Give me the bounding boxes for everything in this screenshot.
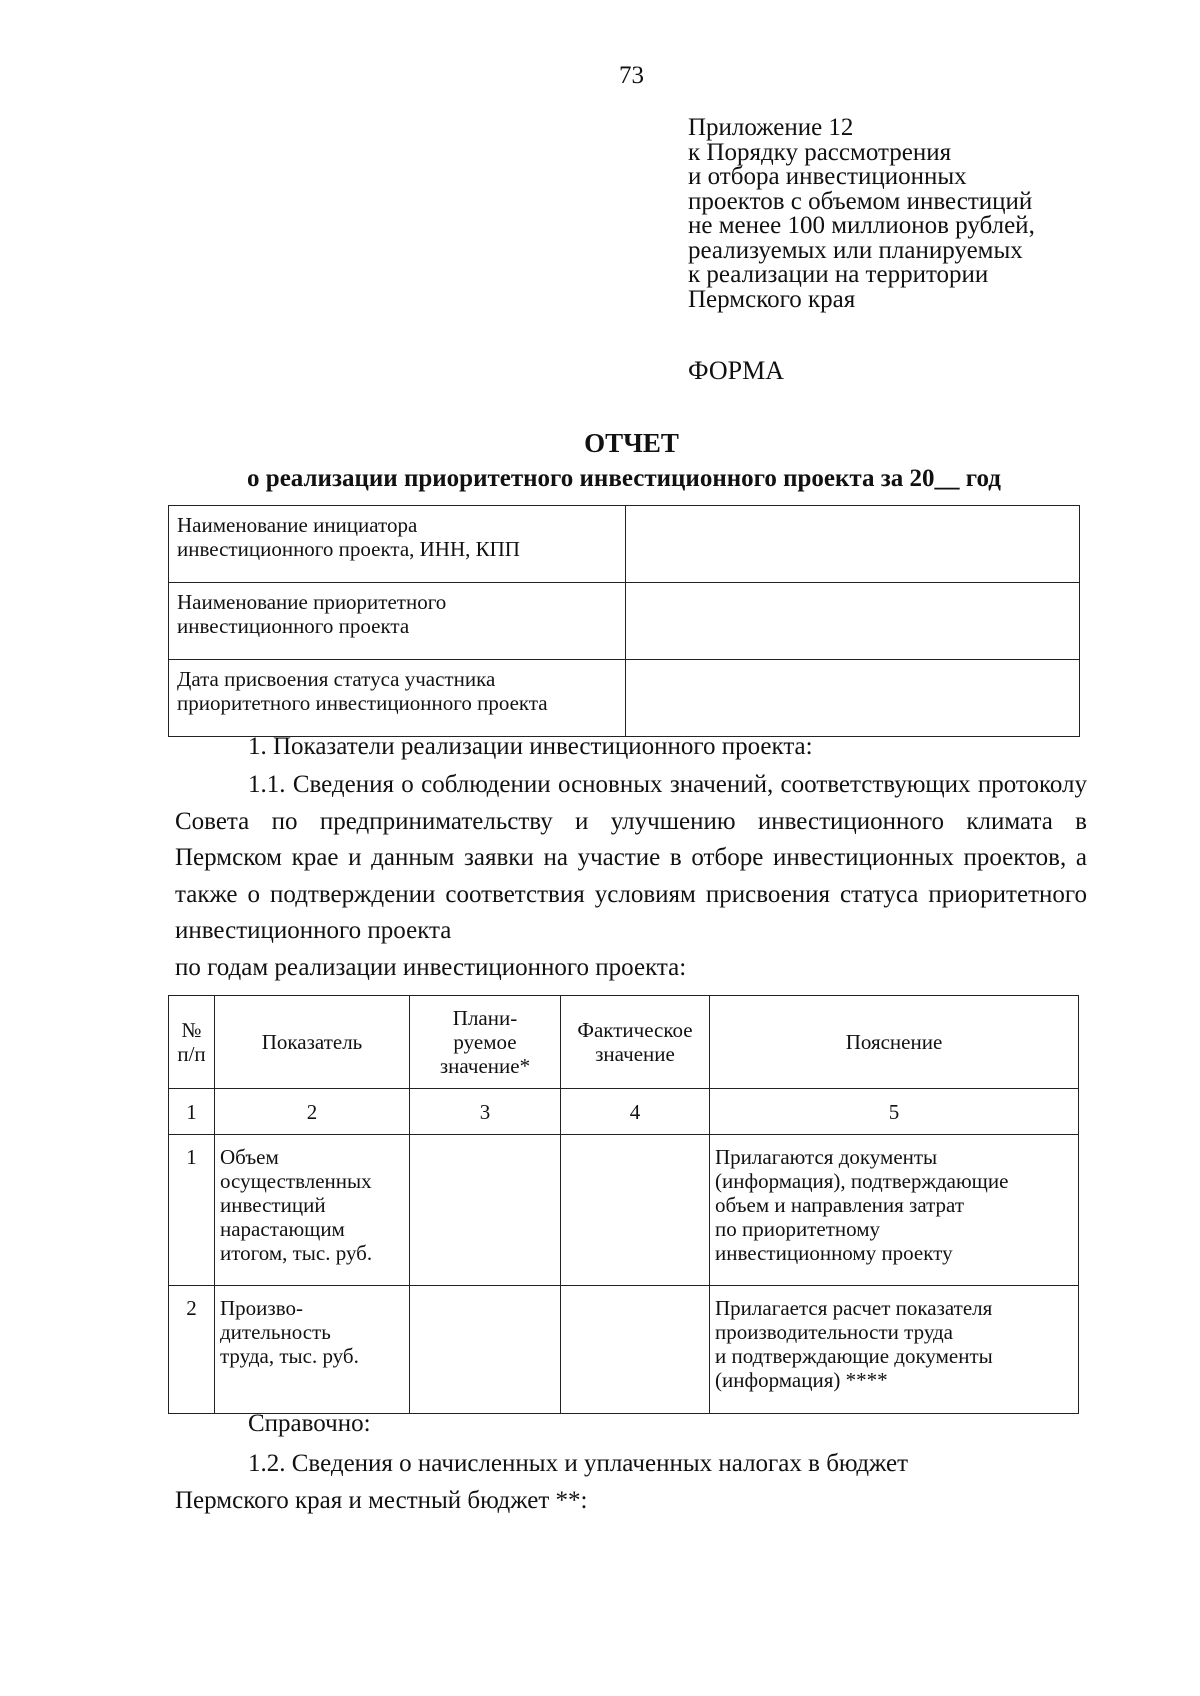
appendix-line: Пермского края: [688, 285, 856, 313]
page-number: 73: [619, 62, 644, 89]
info-value-field[interactable]: [626, 583, 1080, 660]
form-label: ФОРМА: [688, 356, 784, 385]
appendix-line: Приложение 12: [688, 114, 854, 141]
appendix-line: реализуемых или планируемых: [688, 236, 1023, 264]
header-cell: Фактическое значение: [561, 996, 710, 1089]
reference-label: Справочно:: [248, 1410, 371, 1437]
indicator-name: Произво- дительность труда, тыс. руб.: [215, 1286, 410, 1414]
column-number-row: [169, 1089, 1079, 1135]
report-title: ОТЧЕТ: [584, 428, 679, 458]
planned-value-field[interactable]: [410, 1286, 561, 1414]
indicator-name: Объем осуществленных инвестиций нарастающим итогом, тыс. руб.: [215, 1135, 410, 1286]
section-1-1-last-line: по годам реализации инвестиционного проекта:: [175, 953, 687, 981]
appendix-line: к Порядку рассмотрения: [688, 138, 952, 166]
column-number: 1: [169, 1089, 215, 1135]
header-cell: Показатель: [215, 996, 410, 1089]
info-row: [169, 506, 1080, 583]
appendix-line: не менее 100 миллионов рублей,: [688, 212, 1035, 239]
info-label: Наименование инициатора инвестиционного проекта, ИНН, КПП: [169, 506, 626, 583]
planned-value-field[interactable]: [410, 1135, 561, 1286]
section-1-2-last-line: Пермского края и местный бюджет **:: [175, 1486, 588, 1514]
indicators-table: [168, 995, 1079, 1414]
column-number: 4: [561, 1089, 710, 1135]
appendix-header: [688, 116, 1035, 312]
section-1-1-body: 1.1. Сведения о соблюдении основных значений, соответствующих протоколу Совета по предпринимательству и улучшению инвестиционного климата в Пермском крае и данным заявки на участие в отборе инвестиционных проектов, а также о подтверждении соответствия условиям присвоения статуса приоритетного инвестиционного проекта: [175, 771, 1087, 944]
info-label: Дата присвоения статуса участника приоритетного инвестиционного проекта: [169, 660, 626, 737]
table-row: [169, 1135, 1079, 1286]
info-row: [169, 660, 1080, 737]
info-value-field[interactable]: [626, 660, 1080, 737]
project-info-table: [168, 505, 1080, 737]
actual-value-field[interactable]: [561, 1286, 710, 1414]
appendix-line: к реализации на территории: [688, 261, 989, 288]
info-label: Наименование приоритетного инвестиционного проекта: [169, 583, 626, 660]
info-row: [169, 583, 1080, 660]
header-cell: Плани- руемое значение*: [410, 996, 561, 1089]
column-number: 3: [410, 1089, 561, 1135]
report-subtitle: о реализации приоритетного инвестиционного проекта за 20__ год: [247, 465, 1001, 492]
column-number: 5: [710, 1089, 1079, 1135]
appendix-line: и отбора инвестиционных: [688, 163, 967, 190]
section-1-heading: 1. Показатели реализации инвестиционного проекта:: [248, 733, 813, 760]
table-row: [169, 1286, 1079, 1414]
row-number: 1: [169, 1135, 215, 1286]
row-number: 2: [169, 1286, 215, 1414]
header-cell: № п/п: [169, 996, 215, 1089]
section-1-1-paragraph: [175, 767, 1087, 986]
table-header-row: [169, 996, 1079, 1089]
appendix-line: проектов с объемом инвестиций: [688, 187, 1033, 215]
indicator-note: Прилагаются документы (информация), подтверждающие объем и направления затрат по приоритетному инвестиционному проекту: [710, 1135, 1079, 1286]
info-value-field[interactable]: [626, 506, 1080, 583]
header-cell: Пояснение: [710, 996, 1079, 1089]
section-1-2-body: 1.2. Сведения о начисленных и уплаченных налогах в бюджет: [248, 1450, 909, 1477]
actual-value-field[interactable]: [561, 1135, 710, 1286]
section-1-2-paragraph: [175, 1446, 1087, 1519]
indicator-note: Прилагается расчет показателя производительности труда и подтверждающие документы (информация) ****: [710, 1286, 1079, 1414]
column-number: 2: [215, 1089, 410, 1135]
